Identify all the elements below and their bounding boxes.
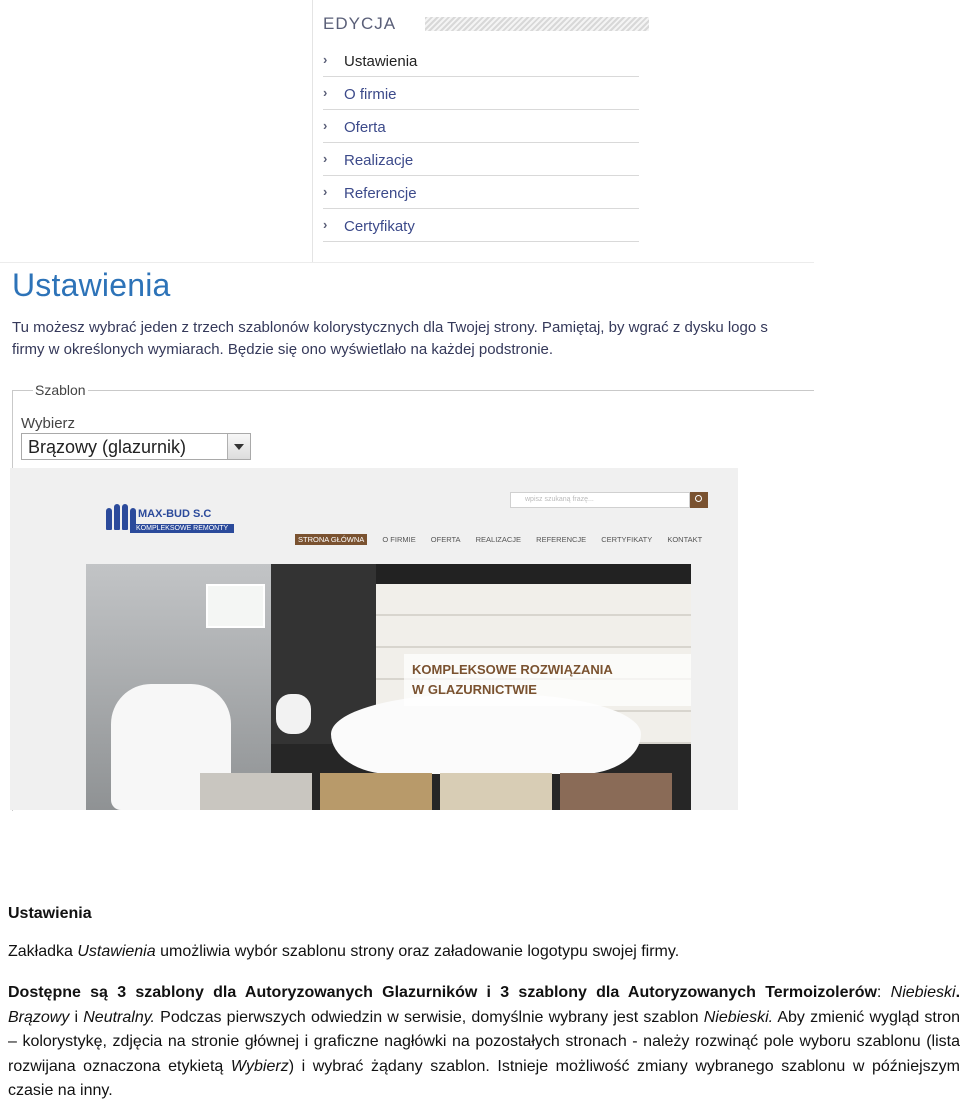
- text-bold: Dostępne są 3 szablony dla Autoryzowanych Glazurników i 3 szablony dla Autoryzowanych Termoizolerów: [8, 984, 877, 1001]
- menu-item-label: Realizacje: [344, 152, 414, 169]
- text: i: [69, 1008, 84, 1026]
- menu-item-label: Certyfikaty: [344, 218, 415, 235]
- preview-nav-item: CERTYFIKATY: [601, 535, 653, 544]
- template-select-value: Brązowy (glazurnik): [28, 437, 187, 457]
- chevron-right-icon: ›: [323, 85, 328, 100]
- template-legend: Szablon: [35, 382, 86, 398]
- menu-item-label: Referencje: [344, 185, 417, 202]
- edit-menu-panel: [312, 0, 643, 262]
- settings-screen: [0, 262, 814, 811]
- text-italic: Brązowy: [8, 1008, 70, 1026]
- text-italic: Neutralny.: [83, 1008, 155, 1026]
- text: umożliwia wybór szablonu strony oraz załadowanie logotypu swojej firmy.: [155, 943, 680, 960]
- edit-menu-list: [323, 44, 639, 242]
- menu-item-o-firmie[interactable]: [323, 77, 639, 110]
- text-italic: Niebieski: [890, 984, 956, 1001]
- chevron-right-icon: ›: [323, 118, 328, 133]
- settings-title: Ustawienia: [12, 267, 171, 303]
- text: Podczas pierwszych odwiedzin w serwisie, domyślnie wybrany jest szablon: [154, 1008, 704, 1026]
- section-heading: Ustawienia: [8, 905, 92, 922]
- preview-brand-subtitle: KOMPLEKSOWE REMONTY: [130, 524, 234, 533]
- chevron-right-icon: ›: [323, 184, 328, 199]
- settings-description: [12, 317, 814, 361]
- text: :: [876, 984, 891, 1001]
- chevron-down-icon[interactable]: [227, 434, 250, 459]
- settings-description-line: firmy w określonych wymiarach. Będzie się ono wyświetlało na każdej podstronie.: [12, 341, 554, 358]
- preview-nav-item: REALIZACJE: [475, 535, 522, 544]
- preview-nav-item: OFERTA: [430, 535, 461, 544]
- paragraph-intro: [8, 943, 679, 961]
- preview-caption-line: KOMPLEKSOWE ROZWIĄZANIA: [412, 662, 613, 677]
- menu-item-certyfikaty[interactable]: [323, 209, 639, 242]
- menu-item-label: O firmie: [344, 86, 397, 103]
- text-bold: .: [955, 984, 960, 1001]
- preview-search-input: [510, 492, 690, 508]
- text: Aby zmienić wygląd stron – kolorystykę, zdjęcia na stronie głównej i graficzne nagłówki na pozostałych stronach - należy rozwinąć pole wyboru szablonu (lista rozwijana oznaczona etykietą: [8, 1008, 960, 1075]
- preview-nav-item: O FIRMIE: [382, 535, 416, 544]
- preview-nav: [295, 534, 715, 545]
- text: ) i wybrać żądany szablon. Istnieje możliwość zmiany wybranego szablonu w późniejszym czasie na inny.: [8, 1057, 960, 1099]
- preview-caption-line: W GLAZURNICTWIE: [412, 682, 537, 697]
- settings-description-line: Tu możesz wybrać jeden z trzech szablonów kolorystycznych dla Twojej strony. Pamiętaj, by wgrać z dysku logo s: [12, 319, 768, 336]
- preview-nav-item: REFERENCJE: [536, 535, 587, 544]
- menu-item-ustawienia[interactable]: [323, 44, 639, 77]
- edit-menu-header: [323, 12, 641, 38]
- menu-item-oferta[interactable]: [323, 110, 639, 143]
- menu-item-label: Oferta: [344, 119, 386, 136]
- header-stripe-decoration: [425, 17, 649, 31]
- text-italic: Niebieski.: [703, 1008, 774, 1026]
- text: Zakładka: [8, 943, 78, 960]
- menu-item-label: Ustawienia: [344, 53, 418, 70]
- template-preview-image: [10, 468, 738, 810]
- search-icon: [690, 492, 708, 508]
- select-label: Wybierz: [21, 415, 76, 432]
- chevron-right-icon: ›: [323, 52, 328, 67]
- preview-hero-caption: [404, 654, 691, 706]
- menu-item-realizacje[interactable]: [323, 143, 639, 176]
- preview-brand: MAX-BUD S.C: [138, 508, 212, 520]
- edit-menu-title: EDYCJA: [323, 14, 397, 33]
- preview-thumbnails: [200, 773, 670, 810]
- paragraph-templates: [8, 981, 960, 1104]
- chevron-right-icon: ›: [323, 151, 328, 166]
- preview-nav-item: STRONA GŁÓWNA: [295, 534, 367, 545]
- preview-search-placeholder: wpisz szukaną frazę...: [525, 496, 594, 503]
- chevron-right-icon: ›: [323, 217, 328, 232]
- text-italic: Ustawienia: [77, 943, 156, 960]
- text-italic: Wybierz: [230, 1057, 289, 1075]
- menu-item-referencje[interactable]: [323, 176, 639, 209]
- template-select[interactable]: [21, 433, 251, 460]
- preview-nav-item: KONTAKT: [667, 535, 703, 544]
